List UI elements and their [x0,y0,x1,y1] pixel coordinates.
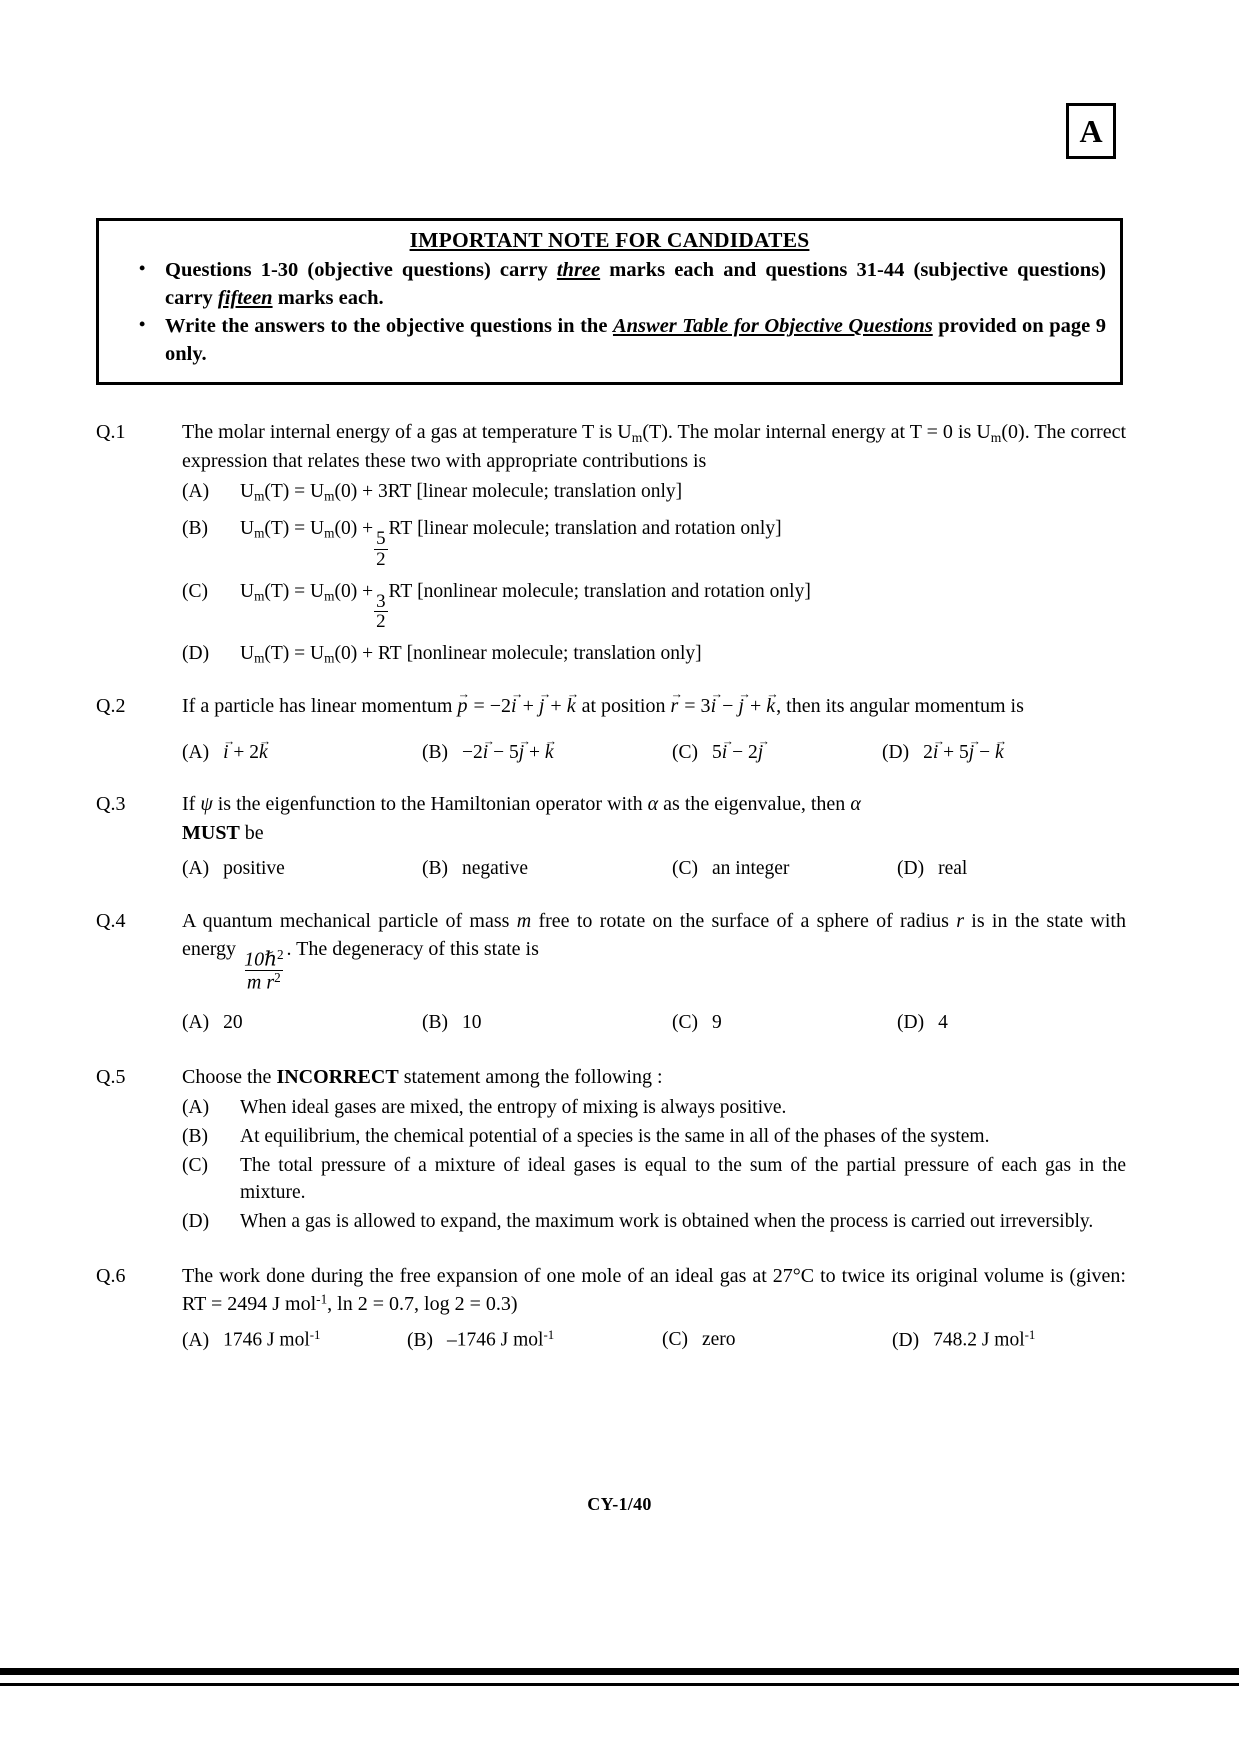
i-hat-icon: i → [511,695,518,717]
q3-text-a: If [182,793,201,816]
option-expression: $U_m(T) = U_m(0) + 3RT$ [240,481,417,505]
q3-text-c: as the eigenvalue, then [658,793,851,816]
option-text: When ideal gases are mixed, the entropy of mixing is always positive. [240,1097,787,1119]
q2-text-c: , then its angular momentum is [776,695,1024,718]
q4-text-d: . The degeneracy of this state is [286,938,539,961]
question-1-number: Q.1 [96,421,126,443]
i-hat-icon: i → [711,695,718,717]
question-2-option-d[interactable] [882,739,1005,767]
question-5-text [182,1063,1126,1091]
option-value: 1746 J mol [223,1329,310,1351]
option-label: (D) [182,1210,210,1232]
question-6-option-c[interactable] [662,1326,892,1354]
q3-text-d: be [239,821,264,844]
question-4-option-c[interactable] [672,1009,897,1037]
q1-text-b: (T). The molar internal energy at T = 0 is U [642,421,991,443]
option-text: positive [223,858,285,880]
important-note-title: IMPORTANT NOTE FOR CANDIDATES [409,228,810,252]
option-label: (D) [182,643,210,665]
mass-symbol: m [516,909,532,932]
psi-symbol: ψ [200,793,213,816]
option-text [933,1326,1035,1354]
momentum-vector-symbol: p → [457,695,468,717]
note-bullet-1 [113,257,1106,312]
q5-text-a: Choose the [182,1065,277,1088]
j-hat-icon: j → [539,695,546,717]
option-text: At equilibrium, the chemical potential of a species is the same in all of the phases of the system. [240,1126,990,1148]
energy-fraction [242,948,285,993]
option-label: (D) [882,741,910,763]
questions-container [96,418,1126,1368]
option-expression: 5i → − 2j → [712,739,764,767]
question-6-options [182,1326,1126,1354]
question-3 [96,790,1126,882]
option-text: 4 [938,1012,948,1034]
option-value: –1746 J mol [447,1329,544,1351]
fraction-denominator: 2 [376,548,386,570]
option-expression: 2i → + 5j → − k → [923,739,1005,767]
q2-text-a: If a particle has linear momentum [182,695,458,718]
option-label: (B) [422,858,448,880]
note-2-part1: Write the answers to the objective questions in the [165,315,613,338]
option-unit-superscript: -1 [309,1328,321,1343]
option-label: (C) [672,1012,698,1034]
important-note-box [96,218,1123,385]
question-5-number: Q.5 [96,1065,126,1088]
option-text: negative [462,858,529,880]
option-label: (A) [182,1097,210,1119]
q1-sub-a: m [631,429,643,445]
q5-text-b: statement among the following : [398,1065,663,1088]
option-label: (A) [182,1012,210,1034]
question-1-option-a[interactable] [182,479,1126,506]
question-3-option-c[interactable] [672,855,897,883]
question-2-option-b[interactable] [422,739,672,767]
option-tail: [linear molecule; translation only] [416,481,683,503]
option-label: (D) [897,1012,925,1034]
option-unit-superscript: -1 [1024,1328,1036,1343]
q4-text-b: free to rotate on the surface of a sphere of radius [531,909,957,932]
note-2-em1: Answer Table for Objective Questions [612,315,933,338]
option-label: (C) [662,1329,688,1351]
option-expression: i → + 2k → [223,739,269,767]
important-note-list [113,257,1106,369]
question-5-option-c[interactable] [182,1153,1126,1207]
question-4-option-b[interactable] [422,1009,672,1037]
fraction-numerator: 5 [376,528,386,550]
question-6-option-a[interactable] [182,1326,407,1354]
note-1-em1: three [556,259,601,281]
question-2-number: Q.2 [96,695,126,718]
option-expression: $U_m(T) = U_m(0)$ + $\frac{5}{2}$ RT [240,518,418,570]
question-6-number: Q.6 [96,1264,126,1287]
option-text: an integer [712,858,790,880]
option-expression: $U_m(T) = U_m(0)$ + $\frac{3}{2}$ RT [240,580,418,633]
question-3-text [182,790,1126,847]
fraction-numerator: 10ℏ$^2$ [244,947,284,971]
q6-text-b: , ln 2 = 0.7, log 2 = 0.3) [327,1293,518,1316]
q2-eq-a: = −2 [468,695,512,718]
paper-version-label: A [1079,112,1103,149]
paper-version-box [1066,103,1116,159]
position-vector-symbol: r → [670,695,679,717]
alpha-symbol: α [647,793,659,816]
option-text: real [938,858,968,880]
question-2-option-a[interactable] [182,739,422,767]
note-1-em2: fifteen [217,286,273,309]
question-2 [96,692,1126,766]
q6-text-a: The work done during the free expansion of one mole of an ideal gas at 27°C to twice its original volume is (given: RT = 2494 J mol [182,1264,1126,1316]
alpha-symbol-2: α [850,793,861,816]
option-text: 10 [462,1012,482,1034]
note-bullet-2 [113,313,1106,368]
question-6-option-d[interactable] [892,1326,1035,1354]
k-hat-icon: k → [567,695,577,717]
question-3-option-b[interactable] [422,855,672,883]
option-label: (C) [672,741,698,763]
option-label: (D) [897,858,925,880]
option-label: (D) [892,1329,920,1351]
question-1-text [182,418,1126,475]
option-label: (C) [182,1154,208,1176]
option-tail: [nonlinear molecule; translation only] [406,643,702,665]
option-label: (A) [182,481,210,503]
question-3-options [182,855,1126,883]
option-text: When a gas is allowed to expand, the maximum work is obtained when the process is carried out irreversibly. [240,1210,1094,1232]
option-tail: [nonlinear molecule; translation and rotation only] [417,580,811,602]
option-value: 748.2 J mol [933,1329,1025,1351]
note-2-part2: provided on page 9 only. [165,315,1106,366]
option-label: (B) [407,1329,433,1351]
option-tail: [linear molecule; translation and rotation only] [417,518,782,540]
note-1-part3: marks each. [272,286,384,309]
q4-text-c: is in the state with energy [182,909,1126,961]
option-expression: $U_m(T) = U_m(0)$ + RT [240,643,407,667]
question-2-option-c[interactable] [672,739,882,767]
bullet-icon: • [139,314,146,335]
q1-text-a: The molar internal energy of a gas at temperature T is U [182,421,632,443]
question-5-option-a[interactable] [182,1095,1126,1122]
option-label: (B) [182,1126,208,1148]
q1-text-c: (0). The correct expression that relates these two with appropriate contributions is [182,421,1127,473]
question-6-text [182,1262,1126,1319]
q2-minus-a: − [717,695,739,718]
bullet-icon: • [139,258,146,278]
question-5-option-d[interactable] [182,1209,1126,1236]
question-2-options [182,739,1126,767]
option-label: (C) [182,580,208,602]
q5-emphasis-incorrect: INCORRECT [276,1065,399,1088]
j-hat-icon: j → [738,695,745,717]
option-text: 20 [223,1012,243,1034]
question-1-option-b[interactable] [182,516,1126,568]
option-text: The total pressure of a mixture of ideal gases is equal to the sum of the partial pressure of each gas in the mixture. [240,1154,1126,1203]
k-hat-icon: k → [766,695,776,717]
question-2-text [182,692,1126,720]
fraction-denominator: m $r^2$ [246,970,281,994]
radius-symbol: r [956,909,965,932]
option-label: (A) [182,741,210,763]
question-1-option-d[interactable] [182,641,1126,668]
bottom-rule-thick [0,1668,1239,1675]
option-text: 9 [712,1012,722,1034]
question-1-options [182,479,1126,668]
option-label: (B) [182,518,208,540]
question-5 [96,1063,1126,1236]
question-4-option-d[interactable] [897,1009,948,1037]
q6-superscript: -1 [316,1291,328,1307]
fraction-numerator: 3 [376,590,386,612]
q3-emphasis-must: MUST [182,821,240,844]
question-3-number: Q.3 [96,793,126,816]
question-1 [96,418,1126,668]
question-6 [96,1262,1126,1355]
question-4 [96,907,1126,1037]
note-1-part2: marks each and questions 31-44 (subjective questions) carry [165,259,1107,309]
question-5-options [182,1095,1126,1236]
fraction-denominator: 2 [376,611,386,633]
option-label: (B) [422,741,448,763]
q3-text-b: is the eigenfunction to the Hamiltonian operator with [212,793,648,816]
question-3-option-d[interactable] [897,855,967,883]
option-expression: −2i → − 5j → + k → [462,739,555,767]
question-3-option-a[interactable] [182,855,422,883]
q2-plus-b: + [545,695,567,718]
q2-eq-b: = 3 [679,695,711,718]
question-5-option-b[interactable] [182,1124,1126,1151]
option-label: (A) [182,1329,210,1351]
question-6-option-b[interactable] [407,1326,662,1354]
option-label: (B) [422,1012,448,1034]
option-text [447,1326,554,1354]
option-unit-superscript: -1 [543,1328,555,1343]
question-4-option-a[interactable] [182,1009,422,1037]
q2-text-b: at position [576,695,671,718]
note-1-part1: Questions 1-30 (objective questions) carry [165,259,557,281]
q2-plus-c: + [744,695,767,718]
bottom-rule-thin [0,1683,1239,1686]
question-4-options [182,1009,1126,1037]
option-text [223,1326,320,1354]
option-label: (C) [672,858,698,880]
option-text: zero [702,1329,736,1351]
q1-sub-b: m [990,429,1002,445]
q4-text-a: A quantum mechanical particle of mass [182,909,517,932]
question-1-option-c[interactable] [182,579,1126,631]
page-footer: CY-1/40 [587,1494,652,1514]
q2-plus-a: + [517,695,539,718]
question-4-text [182,907,1126,993]
question-4-number: Q.4 [96,909,126,932]
option-label: (A) [182,858,210,880]
